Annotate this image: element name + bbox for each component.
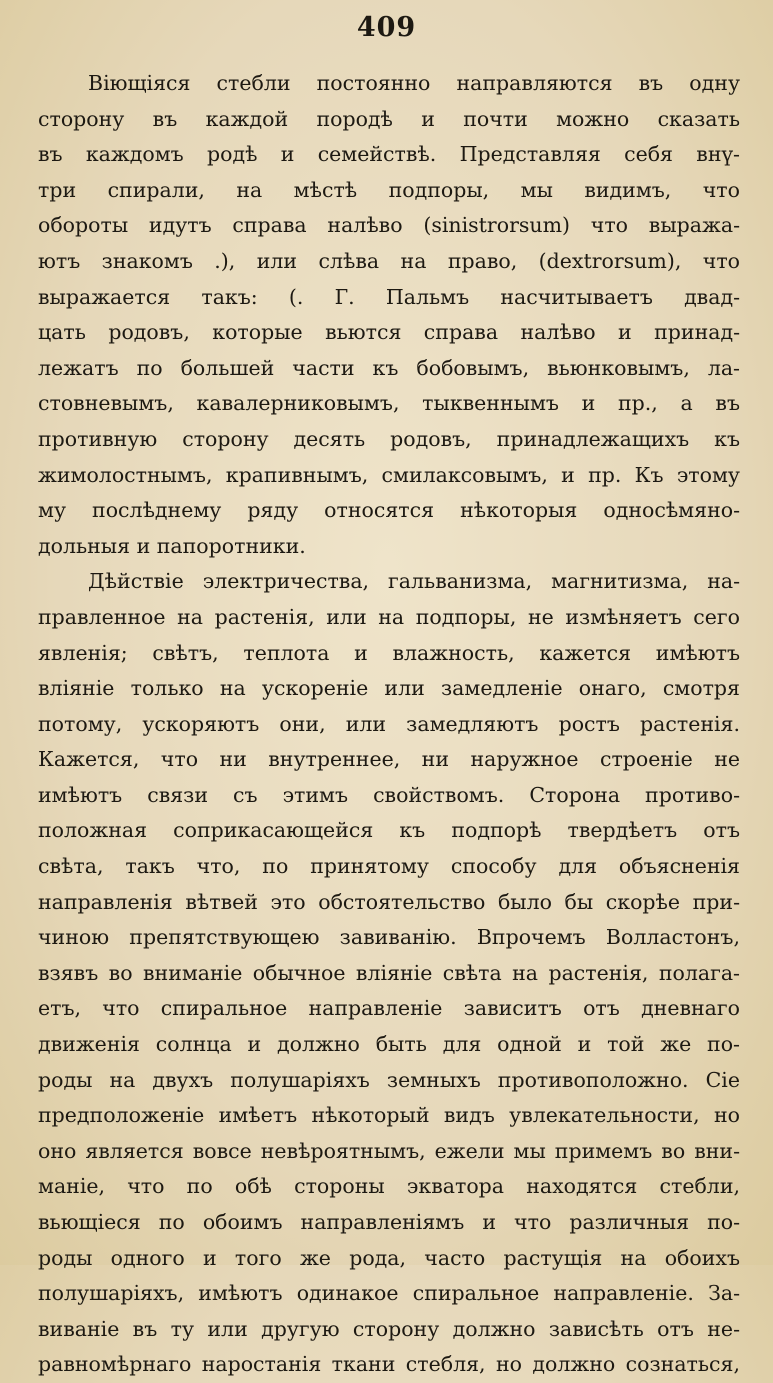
text-line: обороты идутъ справа налѣво (sinistrorsum) что выража- xyxy=(38,213,740,238)
text-line: выражается такъ: (. Г. Пальмъ насчитываетъ двад- xyxy=(38,284,740,309)
text-line: чиною препятствующею завиванію. Впрочемъ Волластонъ, xyxy=(38,925,740,950)
text-line: положная соприкасающейся къ подпорѣ твердѣетъ отъ xyxy=(38,818,740,843)
text-line: въ каждомъ родѣ и семействѣ. Представляя себя внү- xyxy=(38,142,740,167)
text-line: явленія; свѣтъ, теплота и влажность, кажется имѣютъ xyxy=(38,640,740,665)
body-text xyxy=(38,66,740,1383)
text-line: имѣютъ связи съ этимъ свойствомъ. Сторона противо- xyxy=(38,782,740,807)
text-line: стовневымъ, кавалерниковымъ, тыквеннымъ и пр., а въ xyxy=(38,391,740,416)
text-line: Віющіяся стебли постоянно направляются въ одну xyxy=(88,71,740,95)
text-line: оно является вовсе невѣроятнымъ, ежели мы примемъ во вни- xyxy=(38,1138,740,1163)
paragraph-1 xyxy=(38,66,740,564)
text-line: ютъ знакомъ .), или слѣва на право, (dextrorsum), что xyxy=(38,248,740,273)
text-line: свѣта, такъ что, по принятому способу для объясненія xyxy=(38,854,740,879)
text-line: етъ, что спиральное направленіе зависитъ отъ дневнаго xyxy=(38,996,740,1021)
text-line: дольныя и папоротники. xyxy=(38,533,306,558)
text-line: противную сторону десять родовъ, принадлежащихъ къ xyxy=(38,426,740,451)
text-line: Кажется, что ни внутреннее, ни наружное строеніе не xyxy=(38,747,740,772)
text-line: предположеніе имѣетъ нѣкоторый видъ увлекательности, но xyxy=(38,1103,740,1128)
text-line: правленное на растенія, или на подпоры, не измѣняетъ сего xyxy=(38,604,740,629)
text-line: вьющіеся по обоимъ направленіямъ и что различныя по- xyxy=(38,1210,740,1234)
text-line: потому, ускоряютъ они, или замедляютъ ростъ растенія. xyxy=(38,711,740,736)
text-line: равномѣрнаго наростанія ткани стебля, но должно сознаться, xyxy=(38,1352,740,1377)
page-number: 409 xyxy=(356,12,417,43)
text-line: три спирали, на мѣстѣ подпоры, мы видимъ, что xyxy=(38,177,740,202)
text-line: му послѣднему ряду относятся нѣкоторыя односѣмяно- xyxy=(38,498,740,523)
text-line: движенія солнца и должно быть для одной и той же по- xyxy=(38,1032,740,1057)
text-line: цать родовъ, которые вьются справа налѣво и принад- xyxy=(38,320,740,345)
text-line: роды на двухъ полушаріяхъ земныхъ противоположно. Сіе xyxy=(38,1067,740,1092)
text-line: роды одного и того же рода, часто растущія на обоихъ xyxy=(38,1245,740,1270)
paragraph-2 xyxy=(38,564,740,1383)
text-line: виваніе въ ту или другую сторону должно зависѣть отъ не- xyxy=(38,1316,740,1341)
text-line: вліяніе только на ускореніе или замедленіе онаго, смотря xyxy=(38,676,740,701)
text-line: Дѣйствіе электричества, гальванизма, магнитизма, на- xyxy=(88,569,740,594)
text-line: сторону въ каждой породѣ и почти можно сказать xyxy=(38,106,740,131)
text-line: лежатъ по большей части къ бобовымъ, вьюнковымъ, ла- xyxy=(38,355,740,380)
text-line: направленія вѣтвей это обстоятельство было бы скорѣе при- xyxy=(38,889,740,914)
text-line: маніе, что по обѣ стороны экватора находятся стебли, xyxy=(38,1174,740,1199)
text-line: полушаріяхъ, имѣютъ одинакое спиральное направленіе. За- xyxy=(38,1281,740,1306)
text-line: жимолостнымъ, крапивнымъ, смилаксовымъ, и пр. Къ этому xyxy=(38,462,740,487)
text-line: взявъ во вниманіе обычное вліяніе свѣта на растенія, полага- xyxy=(38,960,740,985)
